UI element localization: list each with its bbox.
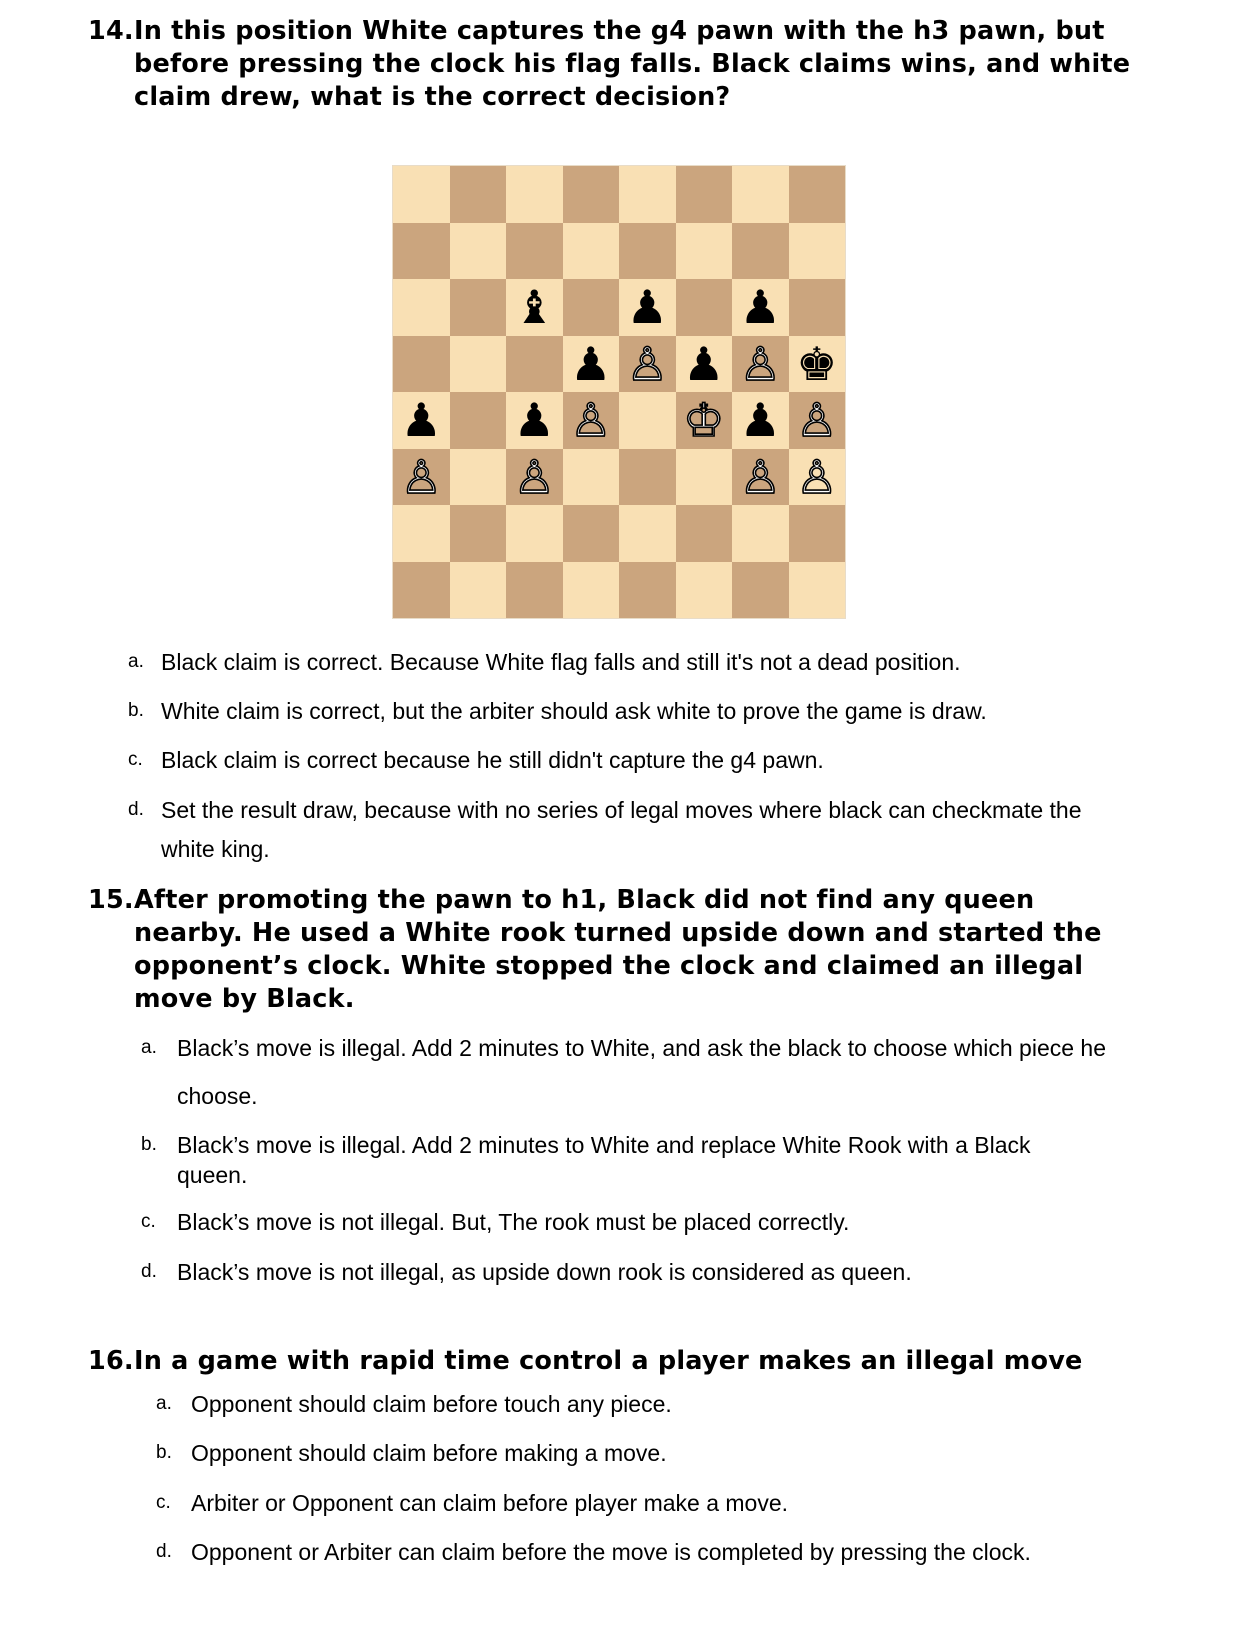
board-square-f1	[676, 562, 733, 619]
option-letter: b.	[128, 700, 144, 721]
board-square-g2	[732, 505, 789, 562]
black-pawn-icon: ♟	[739, 393, 781, 448]
black-pawn-icon: ♟	[400, 393, 442, 448]
option-text-continued: white king.	[161, 836, 270, 862]
option-letter: b.	[156, 1442, 172, 1463]
option-letter: a.	[128, 651, 144, 672]
board-square-f7	[676, 223, 733, 280]
board-square-e2	[619, 505, 676, 562]
board-square-a1	[393, 562, 450, 619]
option-text: Set the result draw, because with no series of legal moves where black can checkmate the	[161, 797, 1082, 823]
board-square-h2	[789, 505, 846, 562]
board-square-c1	[506, 562, 563, 619]
white-pawn-icon: ♙	[513, 449, 555, 504]
option-text: Arbiter or Opponent can claim before player make a move.	[191, 1490, 789, 1516]
board-square-d7	[563, 223, 620, 280]
question-text-line: After promoting the pawn to h1, Black did not find any queen	[134, 885, 1035, 915]
board-square-a5	[393, 336, 450, 393]
question-text-line: move by Black.	[134, 984, 355, 1014]
question-text-line: opponent’s clock. White stopped the clock and claimed an illegal	[134, 951, 1084, 981]
option-letter: c.	[128, 749, 143, 770]
black-pawn-icon: ♟	[513, 393, 555, 448]
white-pawn-icon: ♙	[626, 336, 668, 391]
question-text-line: In this position White captures the g4 pawn with the h3 pawn, but	[134, 16, 1105, 46]
black-pawn-icon: ♟	[739, 280, 781, 335]
option-text: Black’s move is illegal. Add 2 minutes to White and replace White Rook with a Black	[177, 1132, 1031, 1158]
white-pawn-icon: ♙	[400, 449, 442, 504]
board-square-d1	[563, 562, 620, 619]
board-square-g7	[732, 223, 789, 280]
black-pawn-icon: ♟	[626, 280, 668, 335]
board-square-e1	[619, 562, 676, 619]
board-square-f8	[676, 166, 733, 223]
question-text-line: claim drew, what is the correct decision?	[134, 82, 731, 112]
option-text: White claim is correct, but the arbiter should ask white to prove the game is draw.	[161, 698, 987, 724]
board-square-f2	[676, 505, 733, 562]
board-square-d2	[563, 505, 620, 562]
white-pawn-icon: ♙	[796, 449, 838, 504]
board-square-d8	[563, 166, 620, 223]
option-letter: a.	[156, 1393, 172, 1414]
option-text: Black’s move is not illegal, as upside down rook is considered as queen.	[177, 1259, 912, 1285]
board-square-a2	[393, 505, 450, 562]
board-square-a8	[393, 166, 450, 223]
board-square-b2	[450, 505, 507, 562]
board-square-d3	[563, 449, 620, 506]
board-square-g1	[732, 562, 789, 619]
board-square-e4	[619, 392, 676, 449]
board-square-h6	[789, 279, 846, 336]
black-pawn-icon: ♟	[570, 336, 612, 391]
question-number: 15.	[88, 885, 134, 915]
black-king-icon: ♚	[796, 336, 838, 391]
board-square-c7	[506, 223, 563, 280]
board-square-e7	[619, 223, 676, 280]
board-square-e8	[619, 166, 676, 223]
board-square-h7	[789, 223, 846, 280]
board-square-b4	[450, 392, 507, 449]
board-square-b6	[450, 279, 507, 336]
board-square-c2	[506, 505, 563, 562]
board-square-a7	[393, 223, 450, 280]
board-square-a6	[393, 279, 450, 336]
option-letter: d.	[156, 1541, 172, 1562]
board-square-h1	[789, 562, 846, 619]
board-square-f3	[676, 449, 733, 506]
white-pawn-icon: ♙	[739, 336, 781, 391]
option-text: Opponent should claim before touch any piece.	[191, 1391, 672, 1417]
option-letter: c.	[156, 1492, 171, 1513]
board-square-g8	[732, 166, 789, 223]
board-square-b5	[450, 336, 507, 393]
question-14	[88, 15, 1130, 114]
board-square-d6	[563, 279, 620, 336]
white-pawn-icon: ♙	[739, 449, 781, 504]
board-square-b1	[450, 562, 507, 619]
board-square-c8	[506, 166, 563, 223]
option-letter: a.	[141, 1037, 157, 1058]
option-text-continued: choose.	[177, 1083, 258, 1109]
option-letter: d.	[128, 799, 144, 820]
board-square-b3	[450, 449, 507, 506]
board-square-h8	[789, 166, 846, 223]
question-number: 14.	[88, 16, 134, 46]
option-letter: d.	[141, 1261, 157, 1282]
option-text-continued: queen.	[177, 1162, 248, 1188]
board-square-b8	[450, 166, 507, 223]
white-pawn-icon: ♙	[570, 393, 612, 448]
question-16	[88, 1345, 1083, 1378]
question-text-line: In a game with rapid time control a player makes an illegal move	[134, 1346, 1083, 1376]
option-text: Black claim is correct because he still didn't capture the g4 pawn.	[161, 747, 824, 773]
question-number: 16.	[88, 1346, 134, 1376]
option-text: Black claim is correct. Because White flag falls and still it's not a dead position.	[161, 649, 961, 675]
white-king-icon: ♔	[683, 393, 725, 448]
chess-board-diagram	[392, 165, 846, 619]
board-square-b7	[450, 223, 507, 280]
question-15	[88, 884, 1102, 1016]
option-text: Opponent or Arbiter can claim before the move is completed by pressing the clock.	[191, 1539, 1031, 1565]
board-square-c5	[506, 336, 563, 393]
option-letter: b.	[141, 1134, 157, 1155]
option-text: Black’s move is not illegal. But, The rook must be placed correctly.	[177, 1209, 850, 1235]
board-square-f6	[676, 279, 733, 336]
black-pawn-icon: ♟	[683, 336, 725, 391]
black-bishop-icon: ♝	[513, 280, 555, 335]
option-letter: c.	[141, 1211, 156, 1232]
board-square-e3	[619, 449, 676, 506]
option-text: Opponent should claim before making a move.	[191, 1440, 667, 1466]
question-text-line: before pressing the clock his flag falls. Black claims wins, and white	[134, 49, 1131, 79]
option-text: Black’s move is illegal. Add 2 minutes to White, and ask the black to choose which piece he	[177, 1035, 1107, 1061]
white-pawn-icon: ♙	[796, 393, 838, 448]
question-text-line: nearby. He used a White rook turned upside down and started the	[134, 918, 1102, 948]
